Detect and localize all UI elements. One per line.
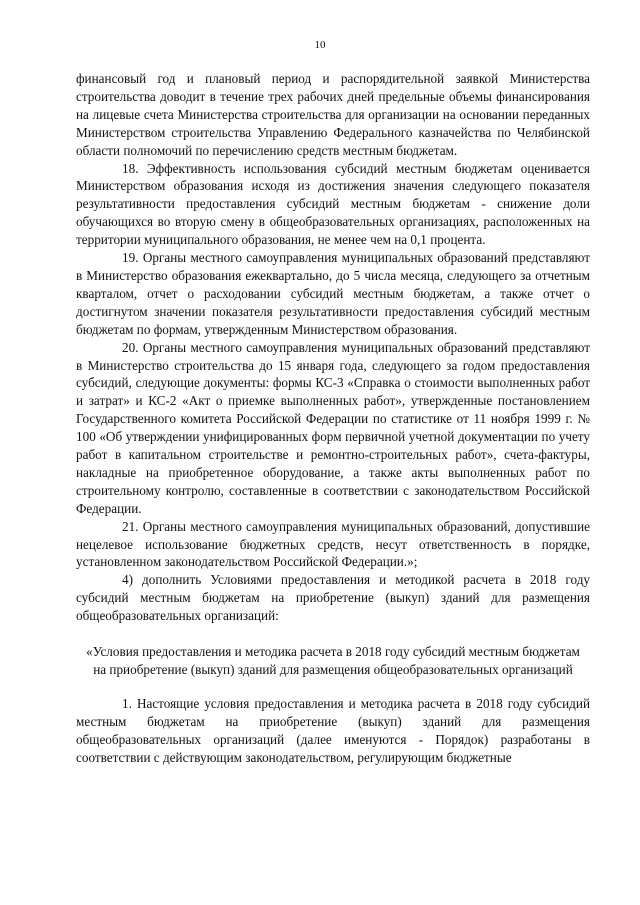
- paragraph-19: 19. Органы местного самоуправления муниципальных образований представляют в Министерство образования ежеквартально, до 5 числа месяца, следующего за отчетным кварталом, отчет о расходовании субсидий местным бюджетам, а также отчет о достигнутом значении показателя результативности предоставления субсидий местным бюджетам по формам, утвержденным Министерством образования.: [76, 250, 590, 337]
- document-body: [76, 70, 590, 767]
- section-title: «Условия предоставления и методика расчета в 2018 году субсидий местным бюджетам на приобретение (выкуп) зданий для размещения общеобразовательных организаций: [86, 644, 580, 677]
- paragraph-1: 1. Настоящие условия предоставления и методика расчета в 2018 году субсидий местным бюджетам на приобретение (выкуп) зданий для размещения общеобразовательных организаций (далее именуются - Порядок) разработаны в соответствии с действующим законодательством, регулирующим бюджетные: [76, 695, 590, 765]
- paragraph-18: 18. Эффективность использования субсидий местным бюджетам оценивается Министерством образования исходя из достижения значения следующего показателя результативности предоставления субсидий местным бюджетам - снижение доли обучающихся во вторую смену в общеобразовательных организациях, расположенных на территории муниципального образования, не менее чем на 0,1 процента.: [76, 160, 590, 248]
- paragraph-item-4: 4) дополнить Условиями предоставления и методикой расчета в 2018 году субсидий местным бюджетам на приобретение (выкуп) зданий для размещения общеобразовательных организаций:: [76, 572, 590, 624]
- paragraph-21: 21. Органы местного самоуправления муниципальных образований, допустившие нецелевое использование бюджетных средств, несут ответственность в порядке, установленном законодательством Российской Федерации.»;: [76, 518, 590, 570]
- page-number: 10: [314, 39, 326, 51]
- paragraph-20: 20. Органы местного самоуправления муниципальных образований представляют в Министерство строительства до 15 января года, следующего за годом предоставления субсидий, следующие документы: формы КС-3 «Справка о стоимости выполненных работ и затрат» и КС-2 «Акт о приемке выполненных работ», утвержденные постановлением Государственного комитета Российской Федерации по статистике от 11 ноября 1999 г. № 100 «Об утверждении унифицированных форм первичной учетной документации по учету работ в капитальном строительстве и ремонтно-строительных работ», счета-фактуры, накладные на приобретенное оборудование, а также акты выполненных работ по строительному контролю, составленные в соответствии с законодательством Российской Федерации.: [76, 339, 590, 516]
- paragraph-continuation: финансовый год и плановый период и распорядительной заявкой Министерства строительства доводит в течение трех рабочих дней предельные объемы финансирования на лицевые счета Министерства строительства для организации на основании переданных Министерством строительства Управлению Федерального казначейства по Челябинской области полномочий по перечислению средств местным бюджетам.: [76, 71, 590, 158]
